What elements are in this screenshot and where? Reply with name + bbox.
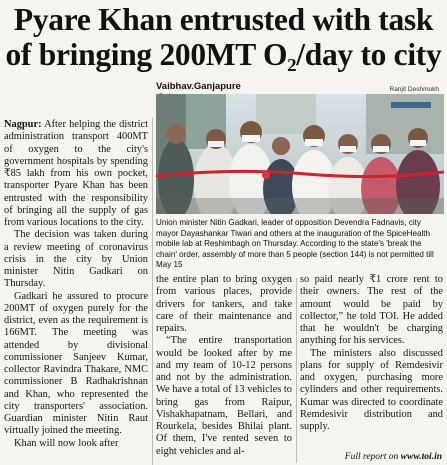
full-report-link[interactable] [345,452,442,462]
article-paragraph: The ministers also discussed plans for supply of Remdesivir and oxygen, purchasing more cylinders and other requirements. Kumar was directed to coordinate Remdesivir distribution and supply. [300,347,443,432]
news-photo [156,94,444,214]
article-paragraph: “The entire transportation would be looked after by me and my team of 10-12 persons and not by the administration. We have a total of 13 vehicles to bring gas from Raipur, Vishakhapatnam, Bellari, and Rourkela, besides Bhilai plant. Of them, I've rented seven to eight vehicles and al- [156,335,292,457]
article-paragraph: The decision was taken during a review meeting of coronavirus crisis in the city by Union minister Nitin Gadkari on Thursday. [4,229,148,290]
column-divider [296,278,297,463]
article-paragraph: Gadkari he assured to procure 200MT of oxygen purely for the district, even as the requirement is 166MT. The meeting was attended by divisional commissioner Sanjeev Kumar, collector Ravindra Thakare, NMC commissioner B Radhakrishnan and Khan, who represented the city transporters' association. Guardian minister Nitin Raut virtually joined the meeting. [4,290,148,437]
byline-author: Vaibhav.Ganjapure [156,81,241,92]
headline-line-1: Pyare Khan entrusted with task [13,2,434,37]
article-paragraph: Nagpur: After helping the district administration transport 400MT of oxygen to the city's government hospitals by spending ₹85 lakh from his own pocket, transporter Pyare Khan has been entrusted with the responsibility of bringing all the supply of gas from various locations to the city. [4,119,148,228]
news-photo-illustration [156,94,444,214]
article-column-2 [156,274,292,465]
article-paragraph: so paid nearly ₹1 crore rent to their owners. The rest of the amount would be paid by collector,” he told TOI. He added that he wouldn't be charging anything for his services. [300,274,443,347]
full-report-url[interactable]: www.toi.in [400,452,442,462]
article-paragraph: the entire plan to bring oxygen from various places, provide drivers for tankers, and take care of their maintenance and repairs. [156,274,292,334]
photo-credit: Ranjit Deshmukh [389,86,439,93]
headline-line-2: of bringing 200MT O₂/day to city [5,37,442,72]
column-divider [152,118,153,465]
headline [0,2,447,72]
dateline: Nagpur: [4,119,42,130]
article-paragraph: Khan will now look after [14,437,119,449]
article-column-3 [300,274,443,456]
full-report-label: Full report on [344,452,399,462]
article-column-1 [4,119,148,465]
photo-caption: Union minister Nitin Gadkari, leader of opposition Devendra Fadnavis, city mayor Dayashankar Tiwari and others at the inauguration of the SpiceHealth mobile lab at Reshimbagh on Thursday. According to the state's 'break the chain' order, assembly of more than 5 people (section 144) is not permitted till May 15 [156,218,434,270]
